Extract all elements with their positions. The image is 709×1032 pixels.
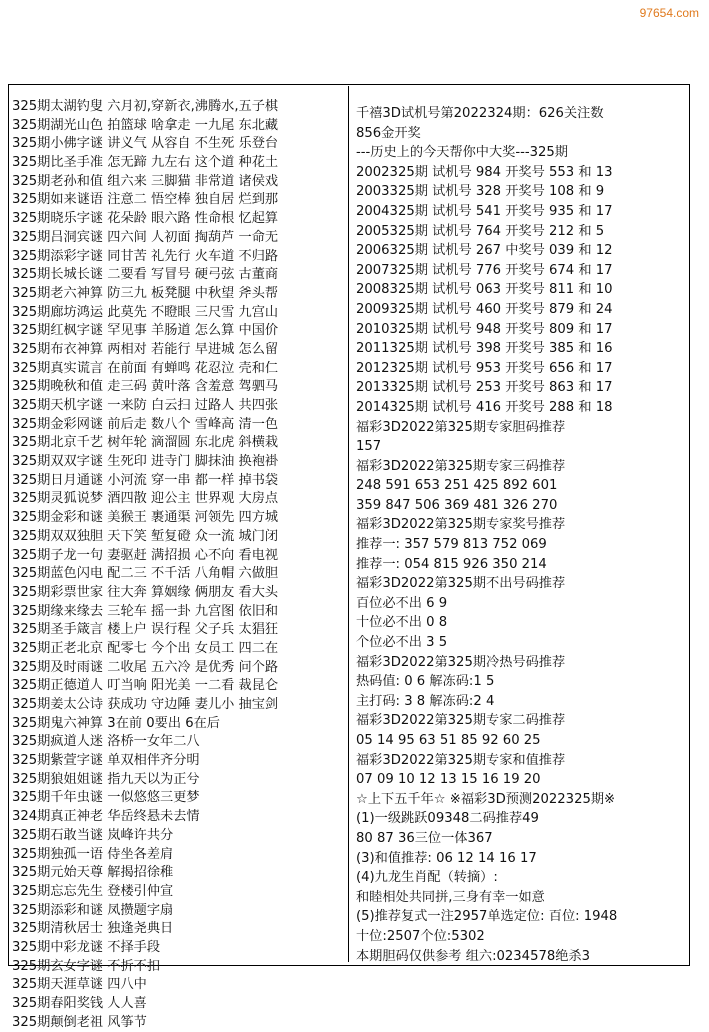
riddle-row: 325期太湖钓叟 六月初,穿新衣,沸腾水,五子棋 <box>12 99 279 114</box>
prediction-line: 2002325期 试机号 984 开奖号 553 和 13 <box>356 164 613 180</box>
prediction-line: 248 591 653 251 425 892 601 <box>356 478 558 494</box>
prediction-line: 和睦相处共同拼,三身有幸一如意 <box>356 889 545 905</box>
riddle-row: 325期石敢当谜 岚峰许共分 <box>12 827 174 843</box>
riddle-row: 325期长城长谜 二要看 写冒号 硬弓弦 古董商 <box>12 267 279 283</box>
riddle-row: 325期疯道人迷 洛桥一女年二八 <box>12 734 200 750</box>
prediction-line: (4)九龙生肖配（转摘）: <box>356 870 498 886</box>
riddle-row: 325期日月通谜 小河流 穿一串 都一样 掉书袋 <box>12 472 279 488</box>
riddle-row: 325期老孙和值 组六来 三脚猫 非常道 诸侯戏 <box>12 173 279 189</box>
riddle-row: 325期及时雨谜 二收尾 五六冷 是优秀 问个路 <box>12 659 279 675</box>
riddle-row: 325期小佛字谜 讲义气 从容自 不生死 乐登台 <box>12 136 279 152</box>
riddle-row: 325期天机字谜 一来防 白云扫 过路人 共四张 <box>12 398 279 413</box>
riddle-row: 325期北京千艺 树年轮 滴溜圆 东北虎 斜横栽 <box>12 435 279 451</box>
prediction-line: 2012325期 试机号 953 开奖号 656 和 17 <box>356 360 613 376</box>
riddle-row: 325期正老北京 配零七 今个出 女员工 四二在 <box>12 640 279 656</box>
prediction-line: 推荐一: 054 815 926 350 214 <box>356 556 547 572</box>
riddle-row: 325期真实谎言 在前面 有蝉鸣 花忍泣 壳和仁 <box>12 360 279 376</box>
prediction-line: 福彩3D2022第325期不出号码推荐 <box>356 576 566 592</box>
riddle-row: 325期缘来缘去 三轮车 摇一卦 九宫图 依旧和 <box>12 603 279 619</box>
riddle-row: 324期真正神老 华岳终悬未去情 <box>12 809 200 825</box>
riddle-row: 325期姜太公诗 获成功 守边陲 妻儿小 抽宝剑 <box>12 697 279 712</box>
prediction-line: 福彩3D2022第325期专家和值推荐 <box>356 752 566 768</box>
riddle-row: 325期千年虫谜 一似悠悠三更梦 <box>12 790 200 806</box>
riddle-row: 325期独孤一语 侍坐各差肩 <box>12 846 174 862</box>
prediction-line: 福彩3D2022第325期专家三码推荐 <box>356 458 566 474</box>
prediction-line: 2014325期 试机号 416 开奖号 288 和 18 <box>356 399 613 415</box>
prediction-line: 本期胆码仅供参考 组六:0234578绝杀3 <box>356 948 591 964</box>
prediction-line: (1)一级跳跃09348二码推荐49 <box>356 811 539 827</box>
riddle-row: 325期狼姐姐谜 指九天以为正兮 <box>12 771 200 787</box>
prediction-line: 2011325期 试机号 398 开奖号 385 和 16 <box>356 341 613 357</box>
prediction-line: 2010325期 试机号 948 开奖号 809 和 17 <box>356 321 613 337</box>
prediction-line: 2006325期 试机号 267 中奖号 039 和 12 <box>356 243 613 259</box>
riddle-row: 325期清秋居士 独逢尧典日 <box>12 921 174 937</box>
riddle-row: 325期蓝色闪电 配二三 不千活 八角帽 六做胆 <box>12 566 279 582</box>
prediction-line: (5)推荐复式一注2957单选定位: 百位: 1948 <box>356 909 618 925</box>
riddle-row: 325期彩票世家 往大奔 算姻缘 俩朋友 看大头 <box>12 584 279 600</box>
riddle-row: 325期金彩和谜 美猴王 裹通渠 河领先 四方城 <box>12 510 279 526</box>
prediction-line: 359 847 506 369 481 326 270 <box>356 497 558 513</box>
prediction-line: 2003325期 试机号 328 开奖号 108 和 9 <box>356 184 605 200</box>
prediction-line: (3)和值推荐: 06 12 14 16 17 <box>356 850 537 866</box>
riddle-row: 325期红枫字谜 罕见事 羊肠道 怎么算 中国价 <box>12 323 279 339</box>
riddle-row: 325期圣手箴言 楼上户 误行程 父子兵 太猖狂 <box>12 622 279 638</box>
prediction-line: ☆上下五千年☆ ※福彩3D预测2022325期※ <box>356 791 616 807</box>
riddle-row: 325期晓乐字谜 花朵龄 眼六路 性命根 忆起算 <box>12 211 279 227</box>
riddle-list-column <box>12 98 352 1032</box>
prediction-line: 推荐一: 357 579 813 752 069 <box>356 537 547 553</box>
site-watermark: 97654.com <box>639 6 699 20</box>
riddle-row: 325期子龙一句 妻驱赶 满招损 心不向 看电视 <box>12 547 279 563</box>
riddle-row: 325期金彩网谜 前后走 数八个 雪峰高 清一色 <box>12 416 279 432</box>
prediction-line: 个位必不出 3 5 <box>356 635 448 651</box>
riddle-row: 325期忘忘先生 登楼引仲宣 <box>12 883 174 899</box>
riddle-row: 325期鬼六神算 3在前 0要出 6在后 <box>12 715 220 731</box>
prediction-line: 福彩3D2022第325期专家奖号推荐 <box>356 517 566 533</box>
riddle-row: 325期元始天尊 解揭招徐稚 <box>12 865 174 881</box>
prediction-line: 80 87 36三位一体367 <box>356 830 493 846</box>
prediction-line: 十位:2507个位:5302 <box>356 928 485 944</box>
riddle-row: 325期老六神算 防三九 板凳腿 中秋望 斧头帮 <box>12 285 279 301</box>
prediction-line: 05 14 95 63 51 85 92 60 25 <box>356 733 541 748</box>
riddle-row: 325期湖光山色 拍篮球 啥拿走 一九尾 东北藏 <box>12 117 279 133</box>
riddle-row: 325期春阳奖钱 人人喜 <box>12 996 147 1011</box>
prediction-line: 2007325期 试机号 776 开奖号 674 和 17 <box>356 262 613 278</box>
prediction-line: 2005325期 试机号 764 开奖号 212 和 5 <box>356 223 605 239</box>
prediction-line: 主打码: 3 8 解冻码:2 4 <box>356 693 495 709</box>
prediction-line: 千禧3D试机号第2022324期：626关注数 <box>356 106 604 121</box>
prediction-column <box>356 104 676 966</box>
prediction-line: 热码值: 0 6 解冻码:1 5 <box>356 674 495 690</box>
prediction-line: ---历史上的今天帮你中大奖---325期 <box>356 145 568 161</box>
riddle-row: 325期中彩龙谜 不择手段 <box>12 939 161 955</box>
prediction-line: 157 <box>356 439 382 455</box>
prediction-line: 2004325期 试机号 541 开奖号 935 和 17 <box>356 203 613 219</box>
riddle-row: 325期天涯草谜 四八中 <box>12 977 147 993</box>
prediction-line: 2009325期 试机号 460 开奖号 879 和 24 <box>356 301 613 317</box>
prediction-line: 十位必不出 0 8 <box>356 615 448 631</box>
prediction-line: 2013325期 试机号 253 开奖号 863 和 17 <box>356 380 613 396</box>
prediction-line: 07 09 10 12 13 15 16 19 20 <box>356 772 541 788</box>
riddle-row: 325期双双独胆 天下笑 堑复磴 众一流 城门闭 <box>12 528 279 544</box>
riddle-row: 325期如来谜语 注意二 悟空棒 独自居 烂到那 <box>12 192 279 208</box>
riddle-row: 325期紫萱字谜 单双相伴齐分明 <box>12 753 200 769</box>
prediction-line: 百位必不出 6 9 <box>356 595 448 611</box>
riddle-row: 325期晚秋和值 走三码 黄叶落 含羞意 驾驷马 <box>12 379 279 395</box>
prediction-line: 福彩3D2022第325期专家胆码推荐 <box>356 419 566 435</box>
riddle-row: 325期比圣手准 怎无蹄 九左右 这个道 种花土 <box>12 155 279 171</box>
riddle-row: 325期颠倒老祖 风筝节 <box>12 1014 147 1030</box>
riddle-row: 325期廊坊鸿运 此莫先 不瞪眼 三尺雪 九宫山 <box>12 304 279 320</box>
prediction-line: 福彩3D2022第325期冷热号码推荐 <box>356 654 566 670</box>
riddle-row: 325期添彩和谜 凤攒题字扇 <box>12 902 174 918</box>
riddle-row: 325期添彩字谜 同甘苦 礼先行 火车道 不归路 <box>12 248 279 264</box>
riddle-row: 325期双双字谜 生死印 进寺门 脚抹油 换袍褂 <box>12 454 279 470</box>
prediction-line: 856金开奖 <box>356 125 421 141</box>
riddle-row: 325期玄女字谜 不折不扣 <box>12 958 161 974</box>
riddle-row: 325期吕洞宾谜 四六间 人初面 掏葫芦 一命无 <box>12 229 279 245</box>
riddle-row: 325期灵狐说梦 酒四散 迎公主 世界观 大房点 <box>12 491 279 507</box>
prediction-line: 2008325期 试机号 063 开奖号 811 和 10 <box>356 282 613 298</box>
prediction-line: 福彩3D2022第325期专家二码推荐 <box>356 713 566 729</box>
riddle-row: 325期正德道人 叮当响 阳光美 一二看 裁昆仑 <box>12 678 279 694</box>
riddle-row: 325期布衣神算 两相对 若能行 早进城 怎么留 <box>12 341 279 357</box>
